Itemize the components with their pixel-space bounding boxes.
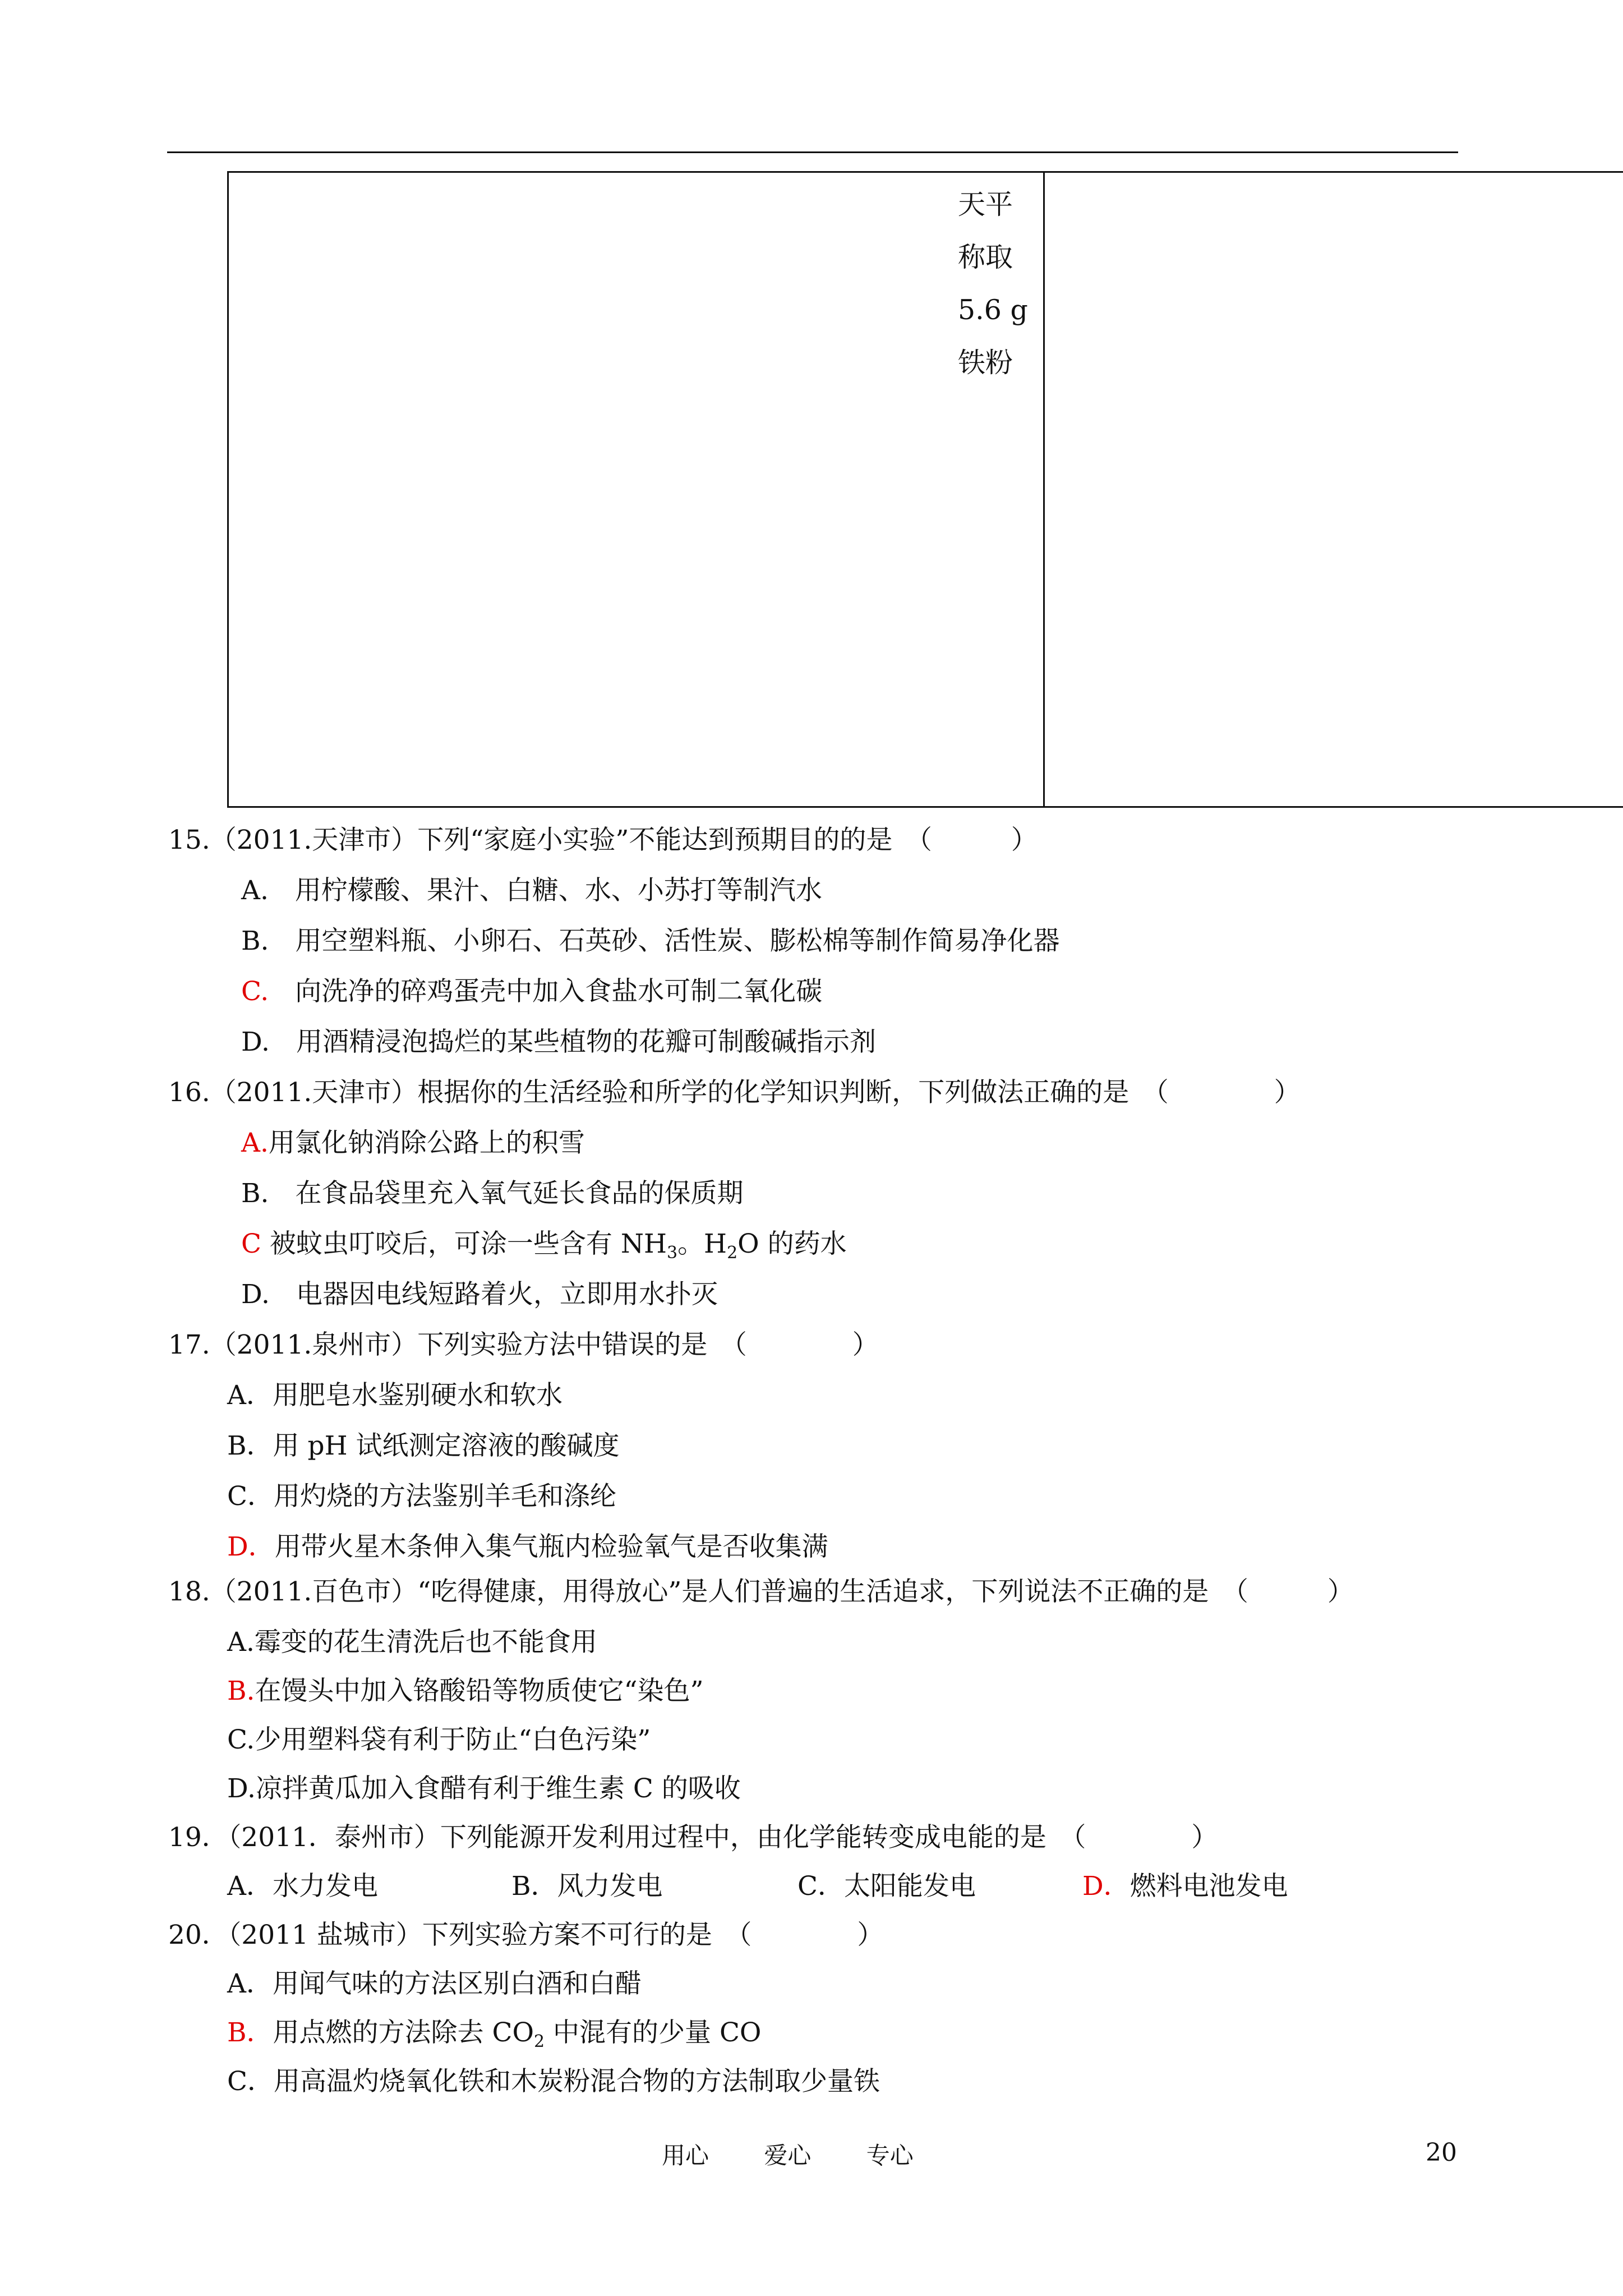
option-letter: A． — [227, 1968, 273, 1999]
option-text: 用闻气味的方法区别白酒和白醋 — [272, 1968, 642, 1999]
option-text: 。H — [677, 1228, 727, 1259]
option-letter-answer: D． — [1082, 1871, 1130, 1902]
table-cell-line: 5.6 g — [958, 294, 1028, 326]
option-text: 用点燃的方法除去 CO — [273, 2017, 534, 2048]
question-15-stem: 15.（2011.天津市）下列“家庭小实验”不能达到预期目的的是 （ ） — [168, 825, 1038, 855]
question-18-option-c — [227, 1723, 651, 1757]
option-text: 燃料电池发电 — [1129, 1871, 1288, 1902]
option-text: 用带火星木条伸入集气瓶内检验氧气是否收集满 — [274, 1531, 828, 1562]
option-letter: A. — [241, 875, 269, 906]
header-rule — [167, 151, 1458, 153]
option-letter: A． — [227, 1380, 273, 1411]
question-17-option-d — [227, 1530, 828, 1564]
option-letter: C． — [797, 1871, 844, 1902]
option-letter: C. — [227, 1724, 255, 1755]
question-19-option-b — [511, 1870, 663, 1903]
option-letter: B. — [241, 926, 269, 956]
table-column-divider — [1043, 171, 1045, 808]
option-letter: B． — [227, 1430, 273, 1461]
option-text: 用酒精浸泡捣烂的某些植物的花瓣可制酸碱指示剂 — [269, 1027, 876, 1057]
table-cell-text — [958, 178, 1036, 389]
option-letter: C． — [227, 2066, 274, 2097]
option-letter: D. — [241, 1027, 270, 1057]
table-cell-line: 称取 — [958, 241, 1013, 273]
question-20-option-a — [227, 1967, 642, 2001]
option-text: 向洗净的碎鸡蛋壳中加入食盐水可制二氧化碳 — [269, 976, 823, 1007]
option-letter: A． — [227, 1871, 273, 1902]
option-text: 用肥皂水鉴别硬水和软水 — [272, 1380, 562, 1411]
option-text: 少用塑料袋有利于防止“白色污染” — [255, 1724, 651, 1755]
question-16-option-d — [241, 1278, 718, 1312]
footer-item: 用心 — [662, 2142, 709, 2169]
question-16-option-a — [241, 1126, 585, 1160]
answer-table — [227, 171, 1623, 808]
option-text: 用氯化钠消除公路上的积雪 — [268, 1128, 585, 1158]
question-19-option-c — [797, 1870, 976, 1903]
option-text: 中混有的少量 CO — [545, 2017, 762, 2048]
question-15-option-c — [241, 975, 822, 1009]
question-16-option-c — [241, 1227, 847, 1270]
question-17-option-b — [227, 1429, 620, 1463]
option-text: 用灼烧的方法鉴别羊毛和涤纶 — [273, 1481, 616, 1512]
option-text: 凉拌黄瓜加入食醋有利于维生素 C 的吸收 — [255, 1773, 741, 1804]
question-17-option-a — [227, 1379, 562, 1412]
option-letter: B． — [511, 1871, 557, 1902]
question-20-stem: 20．（2011 盐城市）下列实验方案不可行的是 （ ） — [168, 1920, 884, 1950]
question-18-option-d — [227, 1772, 741, 1806]
option-letter-answer: B． — [227, 2017, 273, 2048]
page-footer — [662, 2137, 961, 2171]
formula-subscript: 3 — [666, 1243, 678, 1263]
option-letter: A. — [227, 1627, 255, 1658]
formula-subscript: 2 — [727, 1243, 738, 1263]
question-15-option-a — [241, 874, 822, 908]
option-letter: B. — [241, 1178, 269, 1209]
question-18-stem: 18.（2011.百色市）“吃得健康，用得放心”是人们普遍的生活追求，下列说法不正确的是 （ ） — [168, 1576, 1354, 1607]
option-text: 被蚊虫叮咬后，可涂一些含有 NH — [261, 1228, 667, 1259]
option-letter-answer: B. — [227, 1676, 255, 1706]
question-15-option-b — [241, 924, 1059, 958]
option-text: 电器因电线短路着火，立即用水扑灭 — [269, 1279, 718, 1310]
option-letter: D. — [241, 1279, 270, 1310]
option-letter-answer: A. — [241, 1128, 269, 1158]
option-letter-answer: D． — [227, 1531, 275, 1562]
question-18-option-a — [227, 1626, 597, 1659]
option-text: 在食品袋里充入氧气延长食品的保质期 — [269, 1178, 744, 1209]
question-20-option-c — [227, 2065, 880, 2099]
option-text: 用高温灼烧氧化铁和木炭粉混合物的方法制取少量铁 — [273, 2066, 880, 2097]
question-19-stem: 19．（2011．泰州市）下列能源开发利用过程中，由化学能转变成电能的是 （ ） — [168, 1822, 1218, 1853]
option-letter-answer: C. — [241, 976, 269, 1007]
question-19-option-a — [227, 1870, 378, 1903]
footer-item: 专心 — [866, 2142, 914, 2169]
option-text: 风力发电 — [557, 1871, 663, 1902]
option-letter: D. — [227, 1773, 256, 1804]
option-text: O 的药水 — [737, 1228, 847, 1259]
question-18-option-b — [227, 1674, 704, 1708]
option-text: 在馒头中加入铬酸铅等物质使它“染色” — [255, 1676, 704, 1706]
page-number: 20 — [1426, 2138, 1457, 2167]
question-17-stem: 17.（2011.泉州市）下列实验方法中错误的是 （ ） — [168, 1329, 879, 1360]
option-text: 水力发电 — [272, 1871, 378, 1902]
formula-subscript: 2 — [533, 2032, 545, 2051]
question-17-option-c — [227, 1480, 616, 1513]
option-letter-answer: C — [241, 1228, 261, 1259]
table-cell-line: 天平 — [958, 188, 1013, 220]
question-20-option-b — [227, 2016, 761, 2059]
option-letter: C． — [227, 1481, 274, 1512]
option-text: 霉变的花生清洗后也不能食用 — [254, 1627, 597, 1658]
option-text: 太阳能发电 — [843, 1871, 976, 1902]
question-19-option-d — [1082, 1870, 1288, 1903]
table-cell-line: 铁粉 — [958, 347, 1013, 379]
option-text: 用 pH 试纸测定溶液的酸碱度 — [273, 1430, 620, 1461]
option-text: 用柠檬酸、果汁、白糖、水、小苏打等制汽水 — [268, 875, 822, 906]
question-15-option-d — [241, 1025, 876, 1059]
question-16-option-b — [241, 1177, 743, 1211]
footer-item: 爱心 — [764, 2142, 811, 2169]
option-text: 用空塑料瓶、小卵石、石英砂、活性炭、膨松棉等制作简易净化器 — [269, 926, 1060, 956]
question-16-stem: 16.（2011.天津市）根据你的生活经验和所学的化学知识判断，下列做法正确的是 （ ） — [168, 1077, 1301, 1108]
